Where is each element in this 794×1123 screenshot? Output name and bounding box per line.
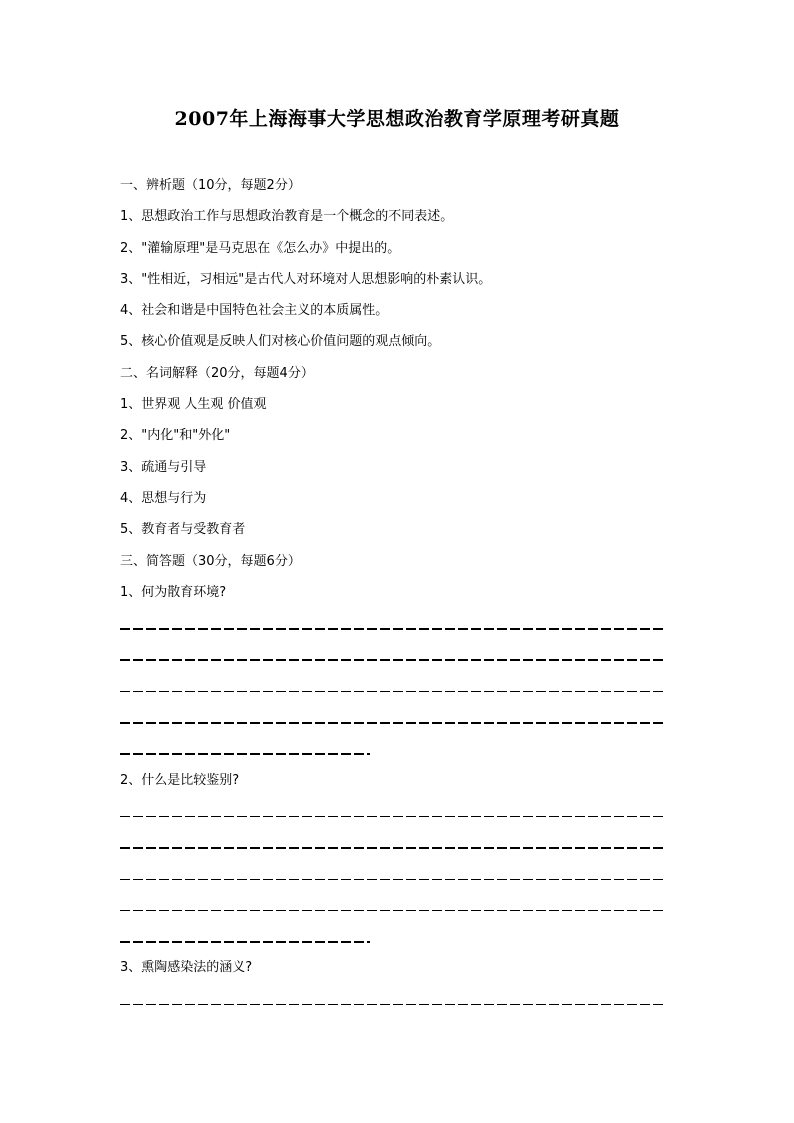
section-heading: 一、辨析题（10分，每题2分） bbox=[120, 178, 301, 193]
question-item: 5、教育者与受教育者 bbox=[120, 522, 246, 538]
question-item: 4、社会和谐是中国特色社会主义的本质属性。 bbox=[120, 303, 389, 319]
answer-line bbox=[120, 705, 680, 736]
document-title: 2007年上海海事大学思想政治教育学原理考研真题 bbox=[174, 108, 620, 130]
question-item: 1、何为散育环境? bbox=[120, 584, 227, 600]
answer-line bbox=[120, 642, 680, 673]
answer-line bbox=[120, 924, 680, 955]
answer-line bbox=[120, 862, 680, 893]
question-item: 5、核心价值观是反映人们对核心价值问题的观点倾向。 bbox=[120, 334, 441, 350]
question-item: 2、"灌输原理"是马克思在《怎么办》中提出的。 bbox=[120, 240, 401, 256]
question-item: 3、熏陶感染法的涵义? bbox=[120, 960, 253, 976]
answer-line bbox=[120, 987, 680, 1018]
answer-line bbox=[120, 736, 680, 767]
question-item: 1、世界观 人生观 价值观 bbox=[120, 397, 267, 413]
answer-line bbox=[120, 799, 680, 830]
answer-line bbox=[120, 893, 680, 924]
question-item: 3、"性相近，习相远"是古代人对环境对人思想影响的朴素认识。 bbox=[120, 271, 492, 287]
question-item: 2、什么是比较鉴别? bbox=[120, 772, 240, 788]
document-body bbox=[120, 173, 680, 1018]
answer-line bbox=[120, 674, 680, 705]
answer-line bbox=[120, 830, 680, 861]
section-heading: 三、简答题（30分，每题6分） bbox=[120, 553, 301, 569]
question-item: 1、思想政治工作与思想政治教育是一个概念的不同表述。 bbox=[120, 209, 454, 225]
question-item: 2、"内化"和"外化" bbox=[120, 428, 231, 444]
question-item: 4、思想与行为 bbox=[120, 490, 207, 506]
section-heading: 二、名词解释（20分，每题4分） bbox=[120, 365, 314, 381]
question-item: 3、疏通与引导 bbox=[120, 459, 207, 475]
answer-line bbox=[120, 611, 680, 642]
